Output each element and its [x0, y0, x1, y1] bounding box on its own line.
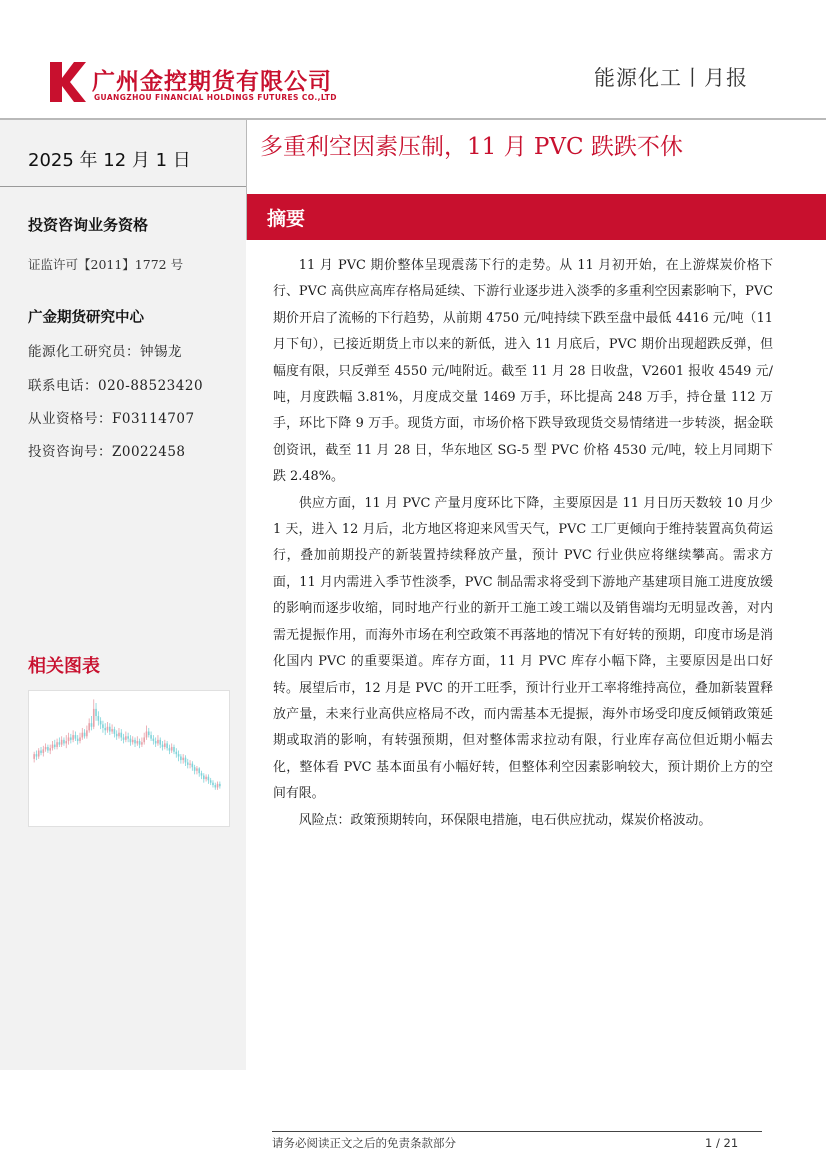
footer-divider [272, 1131, 762, 1132]
candle-body [205, 777, 207, 779]
candle-body [98, 716, 100, 721]
footer-disclaimer: 请务必阅读正文之后的免责条款部分 [272, 1136, 456, 1150]
practice-number: 从业资格号：F03114707 [28, 411, 195, 427]
candle-body [72, 735, 74, 740]
candle-body [159, 740, 161, 745]
candle-body [84, 733, 86, 737]
candle-body [171, 747, 173, 751]
qualification-license: 证监许可【2011】1772 号 [28, 257, 184, 272]
candle-body [196, 768, 198, 770]
candle-body [137, 741, 139, 743]
candle-body [143, 737, 145, 742]
candle-body [182, 758, 184, 760]
candle-body [95, 709, 97, 716]
candle-body [47, 747, 49, 751]
candle-body [114, 729, 116, 734]
company-name-cn: 广州金控期货有限公司 [92, 69, 332, 95]
candle-body [153, 739, 155, 741]
summary-body [273, 253, 773, 834]
candle-body [134, 740, 136, 744]
summary-header [247, 194, 826, 240]
candle-body [70, 737, 72, 739]
summary-paragraph-2: 供应方面，11 月 PVC 产量月度环比下降，主要原因是 11 月日历天数较 10 月少 1 天，进入 12 月后，北方地区将迎来风雪天气，PVC 工厂更倾向于维持装置高负荷运行，叠加前期投产的新装置持续释放产量，预计 PVC 行业供应将继续攀高。需求方面，11 月内需进入季节性淡季，PVC 制品需求将受到下游地产基建项目施工进度放缓的影响而逐步收缩，同时地产行业的新开工施工竣工端以及销售端均无明显改善，对内需无提振作用，而海外市场在利空政策不再落地的情况下有好转的预期，印度市场是消化国内 PVC 的重要渠道。库存方面，11 月 PVC 库存小幅下降，主要原因是出口好转。展望后市，12 月是 PVC 的开工旺季，预计行业开工率将维持高位，叠加新装置释放产量，未来行业高供应格局不改，而内需基本无提振，海外市场受印度反倾销政策延期或取消的影响，有转强预期，但对整体需求拉动有限，行业库存高位但近期小幅去化，整体看 PVC 基本面虽有小幅好转，但整体利空因素影响较大，预计期价上方的空间有限。 [273, 495, 773, 802]
research-center: 广金期货研究中心 [28, 310, 144, 326]
candle-body [130, 739, 132, 743]
candle-body [178, 754, 180, 756]
candle-body [169, 748, 171, 750]
candle-body [185, 758, 187, 763]
candle-body [36, 754, 38, 756]
candle-body [180, 757, 182, 761]
candle-body [86, 730, 88, 736]
candle-body [123, 737, 125, 739]
candle-body [93, 709, 95, 727]
candle-body [208, 777, 210, 781]
candle-body [146, 732, 148, 738]
candle-body [81, 733, 83, 738]
candle-body [139, 741, 141, 745]
candle-body [157, 740, 159, 744]
candle-body [79, 737, 81, 741]
related-charts-title: 相关图表 [28, 656, 100, 677]
date-divider [0, 186, 246, 187]
candle-body [210, 780, 212, 782]
candle-body [91, 723, 93, 727]
report-type: 能源化工丨月报 [594, 66, 748, 90]
company-logo [48, 62, 348, 106]
candle-body [63, 740, 65, 744]
candle-body [118, 733, 120, 737]
candle-body [150, 735, 152, 739]
candle-body [198, 768, 200, 773]
candle-body [217, 784, 219, 788]
candle-body [148, 732, 150, 736]
candle-body [102, 724, 104, 728]
candle-body [100, 721, 102, 725]
candle-body [173, 747, 175, 752]
candle-body [88, 723, 90, 730]
candle-body [65, 741, 67, 743]
price-chart [28, 690, 230, 827]
candle-body [141, 742, 143, 744]
candle-body [61, 740, 63, 745]
candle-body [43, 749, 45, 753]
candle-body [175, 752, 177, 754]
candle-body [107, 727, 109, 731]
candle-body [40, 751, 42, 753]
candle-body [49, 748, 51, 750]
candle-body [33, 754, 35, 759]
candle-body [219, 784, 221, 786]
candle-body [109, 727, 111, 732]
candle-body [189, 764, 191, 765]
advisory-number: 投资咨询号：Z0022458 [28, 444, 186, 460]
candle-body [166, 743, 168, 748]
candle-body [127, 736, 129, 738]
candle-body [187, 762, 189, 764]
candle-body [104, 728, 106, 730]
candle-body [132, 740, 134, 742]
candle-body [116, 734, 118, 736]
contact-phone: 联系电话：020-88523420 [28, 378, 204, 394]
candle-body [155, 741, 157, 743]
candle-body [164, 743, 166, 747]
candle-body [194, 767, 196, 771]
report-title: 多重利空因素压制，11 月 PVC 跌跌不休 [260, 134, 683, 160]
candle-body [59, 742, 61, 744]
company-logo-icon [48, 62, 86, 102]
candle-body [212, 783, 214, 785]
candle-body [56, 742, 58, 747]
candle-body [162, 745, 164, 747]
candle-body [52, 745, 54, 749]
researcher-name: 能源化工研究员：钟锡龙 [28, 344, 182, 360]
candle-body [203, 776, 205, 780]
candle-body [45, 747, 47, 749]
candle-body [38, 751, 40, 757]
candle-body [75, 735, 77, 739]
candle-body [111, 729, 113, 731]
company-name-en: GUANGZHOU FINANCIAL HOLDINGS FUTURES CO.,LTD [94, 93, 337, 102]
candle-body [77, 739, 79, 741]
candle-body [68, 737, 70, 741]
candle-body [192, 764, 194, 768]
summary-label: 摘要 [267, 208, 306, 230]
candlestick-chart [29, 691, 229, 826]
candle-body [125, 736, 127, 740]
candle-body [54, 745, 56, 747]
candle-body [120, 733, 122, 738]
candle-body [214, 785, 216, 787]
summary-paragraph-1: 11 月 PVC 期价整体呈现震荡下行的走势。从 11 月初开始，在上游煤炭价格下行、PVC 高供应高库存格局延续、下游行业逐步进入淡季的多重利空因素影响下，PVC 期价开启了流畅的下行趋势，从前期 4750 元/吨持续下跌至盘中最低 4416 元/吨（11 月下旬），已接近期货上市以来的新低，进入 11 月底后，PVC 期价出现超跌反弹，但幅度有限，只反弹至 4550 元/吨附近。截至 11 月 28 日收盘，V2601 报收 4549 元/吨，月度跌幅 3.81%，月度成交量 1469 万手，环比提高 248 万手，持仓量 112 万手，环比下降 9 万手。现货方面，市场价格下跌导致现货交易情绪进一步转淡，据金联创资讯，截至 11 月 28 日，华东地区 SG-5 型 PVC 价格 4530 元/吨，较上月同期下跌 2.48%。 [273, 258, 773, 485]
qualification-title: 投资咨询业务资格 [28, 216, 149, 234]
risk-paragraph: 风险点：政策预期转向，环保限电措施，电石供应扰动，煤炭价格波动。 [298, 812, 712, 828]
page-number: 1 / 21 [705, 1136, 739, 1150]
report-date: 2025 年 12 月 1 日 [28, 150, 191, 171]
candle-body [201, 773, 203, 775]
